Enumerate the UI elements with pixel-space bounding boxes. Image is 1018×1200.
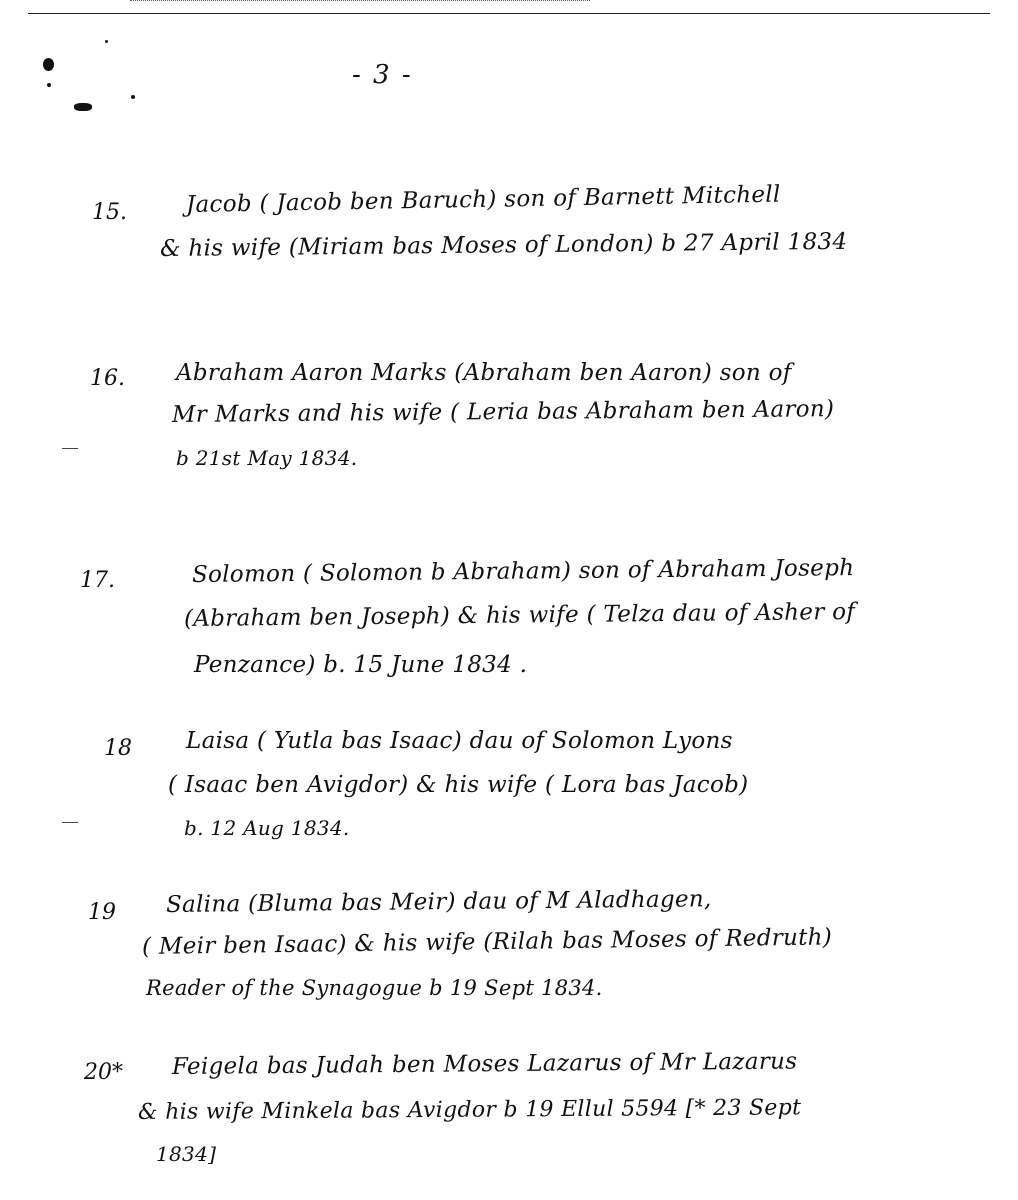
entry-line: ( Meir ben Isaac) & his wife (Rilah bas Moses of Redruth): [141, 924, 833, 960]
entry-line: Salina (Bluma bas Meir) dau of M Aladhagen,: [165, 886, 712, 918]
entry-number: 16.: [90, 366, 125, 391]
entry-line: Abraham Aaron Marks (Abraham ben Aaron) son of: [176, 360, 792, 386]
margin-tick: [62, 822, 78, 823]
margin-tick: [62, 448, 78, 449]
entry-number: 18: [104, 736, 132, 761]
entry-line: & his wife Minkela bas Avigdor b 19 Ellul 5594 [* 23 Sept: [137, 1095, 802, 1125]
top-edge-mark: [130, 0, 590, 4]
entry-line: & his wife (Miriam bas Moses of London) b 27 April 1834: [159, 228, 848, 262]
entry-line: Mr Marks and his wife ( Leria bas Abraham ben Aaron): [171, 396, 835, 428]
entry-line: Feigela bas Judah ben Moses Lazarus of Mr Lazarus: [171, 1048, 798, 1080]
entry-line: b. 12 Aug 1834.: [184, 816, 350, 840]
ink-speck: [47, 83, 51, 87]
entry-line: Jacob ( Jacob ben Baruch) son of Barnett Mitchell: [185, 181, 781, 218]
entry-line: Solomon ( Solomon b Abraham) son of Abraham Joseph: [191, 555, 855, 588]
top-rule: [28, 13, 990, 14]
entry-number: 20*: [84, 1060, 123, 1085]
entry-line: Reader of the Synagogue b 19 Sept 1834.: [146, 976, 603, 1000]
ink-blot: [43, 58, 54, 71]
ink-speck: [105, 40, 108, 43]
entry-line: ( Isaac ben Avigdor) & his wife ( Lora bas Jacob): [168, 772, 749, 798]
entry-line: Laisa ( Yutla bas Isaac) dau of Solomon Lyons: [186, 728, 733, 754]
entry-number: 15.: [92, 200, 127, 225]
ink-speck: [131, 95, 135, 99]
entry-line: 1834]: [156, 1142, 217, 1166]
entry-line: b 21st May 1834.: [176, 446, 358, 470]
entry-line: Penzance) b. 15 June 1834 .: [194, 652, 528, 678]
ink-blot: [74, 103, 92, 111]
entry-line: (Abraham ben Joseph) & his wife ( Telza dau of Asher of: [183, 598, 856, 632]
entry-number: 19: [88, 900, 116, 925]
page-number: - 3 -: [352, 60, 413, 90]
entry-number: 17.: [80, 568, 115, 593]
